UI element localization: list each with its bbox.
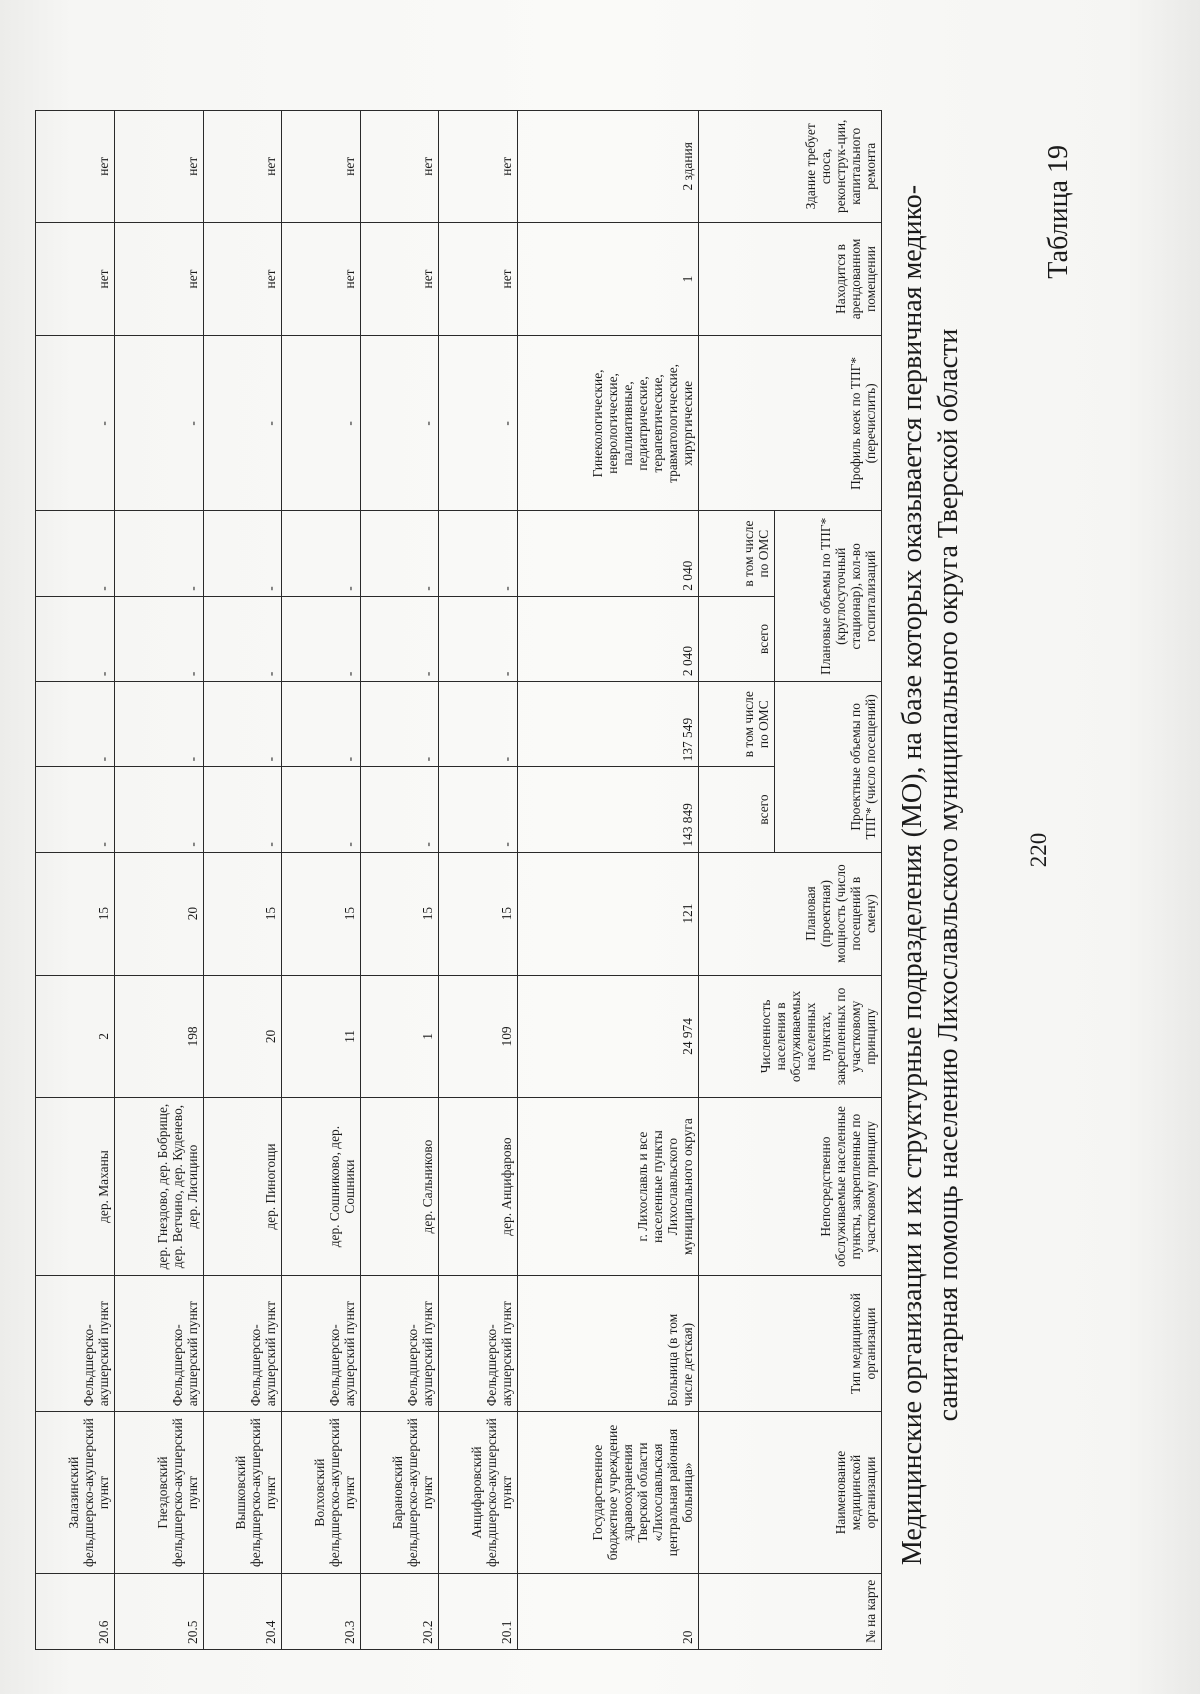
cell-capacity: 15 (282, 852, 361, 975)
cell-map-no: 20.4 (203, 1573, 282, 1649)
cell-hosp-total: - (282, 596, 361, 681)
table-row (360, 111, 439, 1650)
rotated-page-content (25, 20, 1145, 1680)
cell-rented: нет (114, 222, 203, 336)
cell-hosp-total: - (36, 596, 115, 681)
cell-visits-oms: 137 549 (517, 682, 698, 767)
cell-map-no: 20.6 (36, 1573, 115, 1649)
table-row (36, 111, 115, 1650)
cell-org-name: Барановский фельдшерско-акушерский пункт (360, 1412, 439, 1574)
cell-org-name: Волховский фельдшерско-акушерский пункт (282, 1412, 361, 1574)
cell-bed-profile: - (282, 336, 361, 511)
cell-settlements: дер. Гнездово, дер. Бобрище, дер. Ветчино, дер. Куденево, дер. Лисицино (114, 1098, 203, 1275)
cell-building: нет (360, 111, 439, 223)
header-org-name: Наименование медицинской организации (698, 1412, 881, 1574)
cell-settlements: г. Лихославль и все населенные пункты Лихославльского муниципального округа (517, 1098, 698, 1275)
cell-org-type: Фельдшерско-акушерский пункт (282, 1275, 361, 1411)
header-capacity: Плановая (проектная) мощность (число посещений в смену) (698, 852, 881, 975)
table-row (439, 111, 518, 1650)
page-number: 220 (1026, 832, 1051, 868)
cell-org-name: Гнездовский фельдшерско-акушерский пункт (114, 1412, 203, 1574)
cell-org-name: Анцифаровский фельдшерско-акушерский пункт (439, 1412, 518, 1574)
table-header-row (774, 111, 881, 1650)
cell-visits-total: - (36, 767, 115, 852)
cell-visits-oms: - (203, 682, 282, 767)
cell-bed-profile: - (203, 336, 282, 511)
cell-org-name: Залазинский фельдшерско-акушерский пункт (36, 1412, 115, 1574)
cell-building: нет (439, 111, 518, 223)
header-map-no: № на карте (698, 1573, 881, 1649)
cell-population: 109 (439, 975, 518, 1098)
cell-capacity: 20 (114, 852, 203, 975)
document-title: Медицинские организации и их структурные подразделения (МО), на базе которых оказывается первичная медико-санитарная помощь населению Лихославльского муниципального округа Тверской области (897, 184, 964, 1566)
cell-bed-profile: Гинекологические, неврологические, паллиативные, педиатрические, терапевтические, травматологические, хирургические (517, 336, 698, 511)
cell-population: 20 (203, 975, 282, 1098)
cell-visits-total: - (203, 767, 282, 852)
cell-visits-oms: - (439, 682, 518, 767)
cell-bed-profile: - (36, 336, 115, 511)
cell-hosp-total: 2 040 (517, 596, 698, 681)
cell-settlements: дер. Анцифарово (439, 1098, 518, 1275)
cell-map-no: 20.3 (282, 1573, 361, 1649)
cell-org-type: Фельдшерско-акушерский пункт (114, 1275, 203, 1411)
cell-visits-total: - (439, 767, 518, 852)
cell-population: 198 (114, 975, 203, 1098)
cell-hosp-total: - (114, 596, 203, 681)
table-row (203, 111, 282, 1650)
cell-org-type: Больница (в том числе детская) (517, 1275, 698, 1411)
cell-capacity: 121 (517, 852, 698, 975)
cell-bed-profile: - (439, 336, 518, 511)
header-visits-oms: в том числе по ОМС (698, 682, 774, 767)
cell-building: нет (203, 111, 282, 223)
cell-rented: нет (282, 222, 361, 336)
table-row (282, 111, 361, 1650)
cell-hosp-total: - (360, 596, 439, 681)
cell-visits-total: - (282, 767, 361, 852)
cell-visits-oms: - (360, 682, 439, 767)
table-container (35, 110, 882, 1650)
cell-visits-total: 143 849 (517, 767, 698, 852)
header-visits-group: Проектные объемы по ТПГ* (число посещений) (774, 682, 881, 853)
cell-hosp-oms: - (203, 511, 282, 596)
cell-settlements: дер. Сошниково, дер. Сошники (282, 1098, 361, 1275)
medical-organizations-table (35, 110, 882, 1650)
cell-rented: нет (360, 222, 439, 336)
header-building: Здание требует сноса, реконструк-ции, капитального ремонта (698, 111, 881, 223)
cell-building: 2 здания (517, 111, 698, 223)
header-hosp-total: всего (698, 596, 774, 681)
cell-visits-oms: - (36, 682, 115, 767)
cell-bed-profile: - (114, 336, 203, 511)
cell-building: нет (114, 111, 203, 223)
cell-settlements: дер. Маханы (36, 1098, 115, 1275)
cell-population: 24 974 (517, 975, 698, 1098)
cell-capacity: 15 (439, 852, 518, 975)
header-bed-profile: Профиль коек по ТПГ* (перечислить) (698, 336, 881, 511)
cell-rented: нет (203, 222, 282, 336)
header-hosp-oms: в том числе по ОМС (698, 511, 774, 596)
cell-org-type: Фельдшерско-акушерский пункт (203, 1275, 282, 1411)
cell-hosp-oms: - (282, 511, 361, 596)
cell-building: нет (36, 111, 115, 223)
cell-hosp-total: - (203, 596, 282, 681)
table-body (36, 111, 882, 1650)
table-label: Таблица 19 (1043, 145, 1074, 279)
header-settlements: Непосредственно обслуживаемые населенные пункты, закрепленные по участковому принципу (698, 1098, 881, 1275)
header-visits-total: всего (698, 767, 774, 852)
cell-org-type: Фельдшерско-акушерский пункт (360, 1275, 439, 1411)
header-org-type: Тип медицинской организации (698, 1275, 881, 1411)
cell-map-no: 20.5 (114, 1573, 203, 1649)
table-row (517, 111, 698, 1650)
cell-org-name: Государственное бюджетное учреждение здравоохранения Тверской области «Лихославльская центральная районная больница» (517, 1412, 698, 1574)
cell-hosp-oms: - (360, 511, 439, 596)
cell-building: нет (282, 111, 361, 223)
cell-org-name: Вышковский фельдшерско-акушерский пункт (203, 1412, 282, 1574)
cell-hosp-total: - (439, 596, 518, 681)
cell-settlements: дер. Сальниково (360, 1098, 439, 1275)
header-population: Численность населения в обслуживаемых населенных пунктах, закрепленных по участковому принципу (698, 975, 881, 1098)
cell-hosp-oms: - (439, 511, 518, 596)
cell-rented: нет (439, 222, 518, 336)
table-row (114, 111, 203, 1650)
cell-capacity: 15 (360, 852, 439, 975)
cell-map-no: 20.2 (360, 1573, 439, 1649)
cell-hosp-oms: - (114, 511, 203, 596)
cell-capacity: 15 (203, 852, 282, 975)
cell-hosp-oms: - (36, 511, 115, 596)
cell-visits-oms: - (114, 682, 203, 767)
header-rented: Находится в арендованном помещении (698, 222, 881, 336)
cell-hosp-oms: 2 040 (517, 511, 698, 596)
cell-population: 2 (36, 975, 115, 1098)
cell-map-no: 20 (517, 1573, 698, 1649)
cell-bed-profile: - (360, 336, 439, 511)
cell-org-type: Фельдшерско-акушерский пункт (36, 1275, 115, 1411)
cell-rented: 1 (517, 222, 698, 336)
cell-visits-total: - (360, 767, 439, 852)
header-hospitalization-group: Плановые объемы по ТПГ* (круглосуточный стационар), кол-во госпитализаций (774, 511, 881, 682)
cell-population: 11 (282, 975, 361, 1098)
cell-settlements: дер. Пиногощи (203, 1098, 282, 1275)
cell-population: 1 (360, 975, 439, 1098)
cell-rented: нет (36, 222, 115, 336)
cell-map-no: 20.1 (439, 1573, 518, 1649)
cell-visits-oms: - (282, 682, 361, 767)
cell-visits-total: - (114, 767, 203, 852)
cell-capacity: 15 (36, 852, 115, 975)
cell-org-type: Фельдшерско-акушерский пункт (439, 1275, 518, 1411)
